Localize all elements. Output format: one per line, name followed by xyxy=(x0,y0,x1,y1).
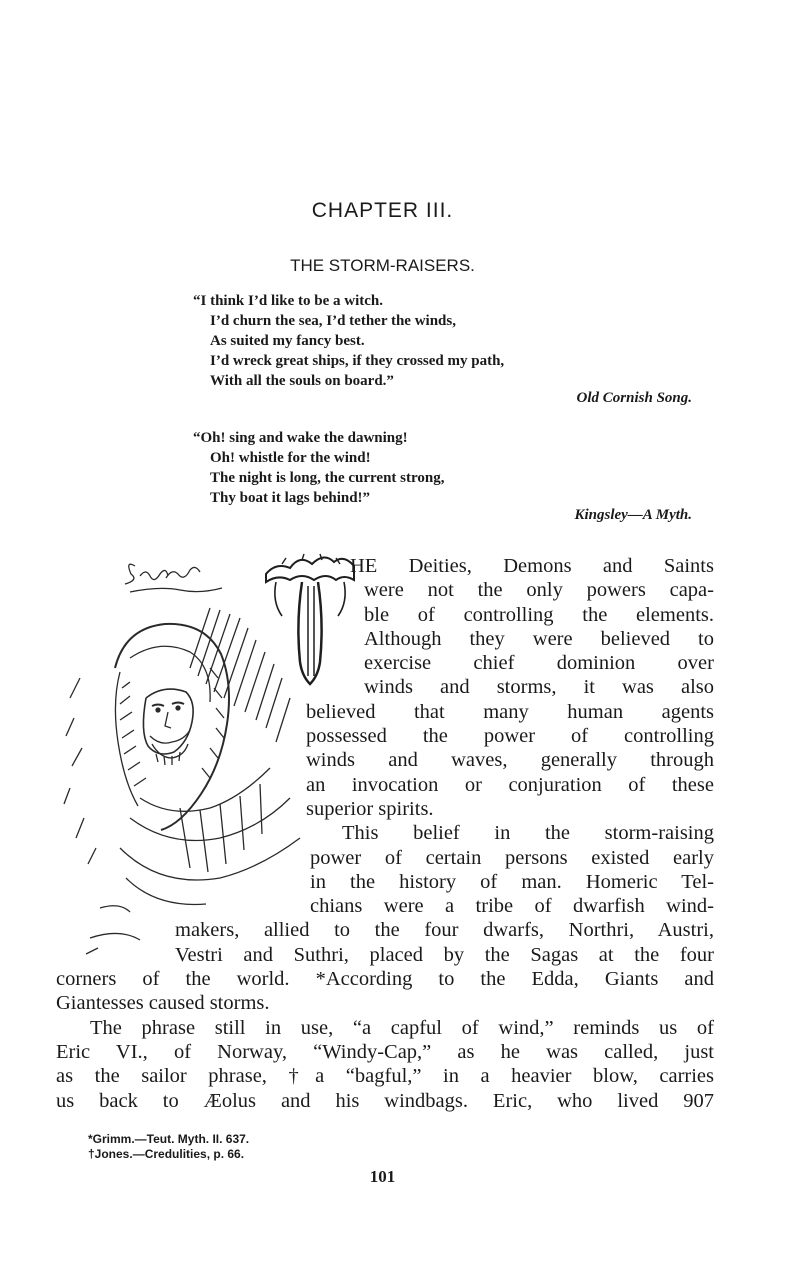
body-line: Although they were believed to xyxy=(364,627,714,650)
body-line: an invocation or conjuration of these xyxy=(306,773,714,796)
epigraph-line: As suited my fancy best. xyxy=(210,333,365,349)
epigraph-2 xyxy=(193,428,444,508)
epigraph-line: With all the souls on board.” xyxy=(210,373,394,389)
footnotes xyxy=(88,1132,249,1162)
epigraph-line: “Oh! sing and wake the dawning! xyxy=(193,430,408,446)
epigraph-1-attribution: Old Cornish Song. xyxy=(576,390,692,406)
body-line: The phrase still in use, “a capful of wind,” reminds us of xyxy=(90,1016,714,1039)
body-line: This belief in the storm-raising xyxy=(342,822,714,845)
body-line: us back to Æolus and his windbags. Eric, who lived 907 xyxy=(56,1089,714,1112)
epigraph-line: I’d wreck great ships, if they crossed my path, xyxy=(210,353,505,369)
body-line: believed that many human agents xyxy=(306,700,714,723)
epigraph-line: Thy boat it lags behind!” xyxy=(210,490,371,506)
epigraph-line: The night is long, the current strong, xyxy=(210,470,445,486)
body-line: Vestri and Suthri, placed by the Sagas at the four xyxy=(175,943,714,966)
epigraph-line: “I think I’d like to be a witch. xyxy=(193,293,384,309)
body-line: were not the only powers capa- xyxy=(364,579,714,602)
body-line: corners of the world. *According to the Edda, Giants and xyxy=(56,968,714,991)
body-paragraphs xyxy=(0,554,795,1113)
epigraph-1 xyxy=(193,291,504,391)
body-line: power of certain persons existed early xyxy=(310,846,714,869)
chapter-title: CHAPTER III. xyxy=(311,199,454,222)
footnote: *Grimm.—Teut. Myth. II. 637. xyxy=(88,1132,250,1146)
body-line: as the sailor phrase, †a “bagful,” in a heavier blow, carries xyxy=(56,1065,714,1088)
epigraph-line: Oh! whistle for the wind! xyxy=(210,450,371,466)
page-number: 101 xyxy=(369,1167,396,1186)
body-line: Giantesses caused storms. xyxy=(56,992,270,1015)
body-line: makers, allied to the four dwarfs, Northri, Austri, xyxy=(175,919,714,942)
body-line: in the history of man. Homeric Tel- xyxy=(310,870,714,893)
body-line: chians were a tribe of dwarfish wind- xyxy=(310,895,714,918)
body-line: possessed the power of controlling xyxy=(306,725,714,748)
epigraph-line: I’d churn the sea, I’d tether the winds, xyxy=(210,313,456,329)
body-line: exercise chief dominion over xyxy=(364,652,714,675)
body-line: Eric VI., of Norway, “Windy-Cap,” as he was called, just xyxy=(56,1040,714,1063)
body-line: superior spirits. xyxy=(306,797,434,820)
footnote: †Jones.—Credulities, p. 66. xyxy=(88,1147,245,1161)
body-line: HE Deities, Demons and Saints xyxy=(350,555,714,577)
section-title: THE STORM-RAISERS. xyxy=(290,256,475,275)
epigraph-2-attribution: Kingsley—A Myth. xyxy=(574,507,692,523)
body-line: winds and waves, generally through xyxy=(306,749,714,772)
body-line: ble of controlling the elements. xyxy=(364,603,714,626)
body-line: winds and storms, it was also xyxy=(364,676,714,699)
